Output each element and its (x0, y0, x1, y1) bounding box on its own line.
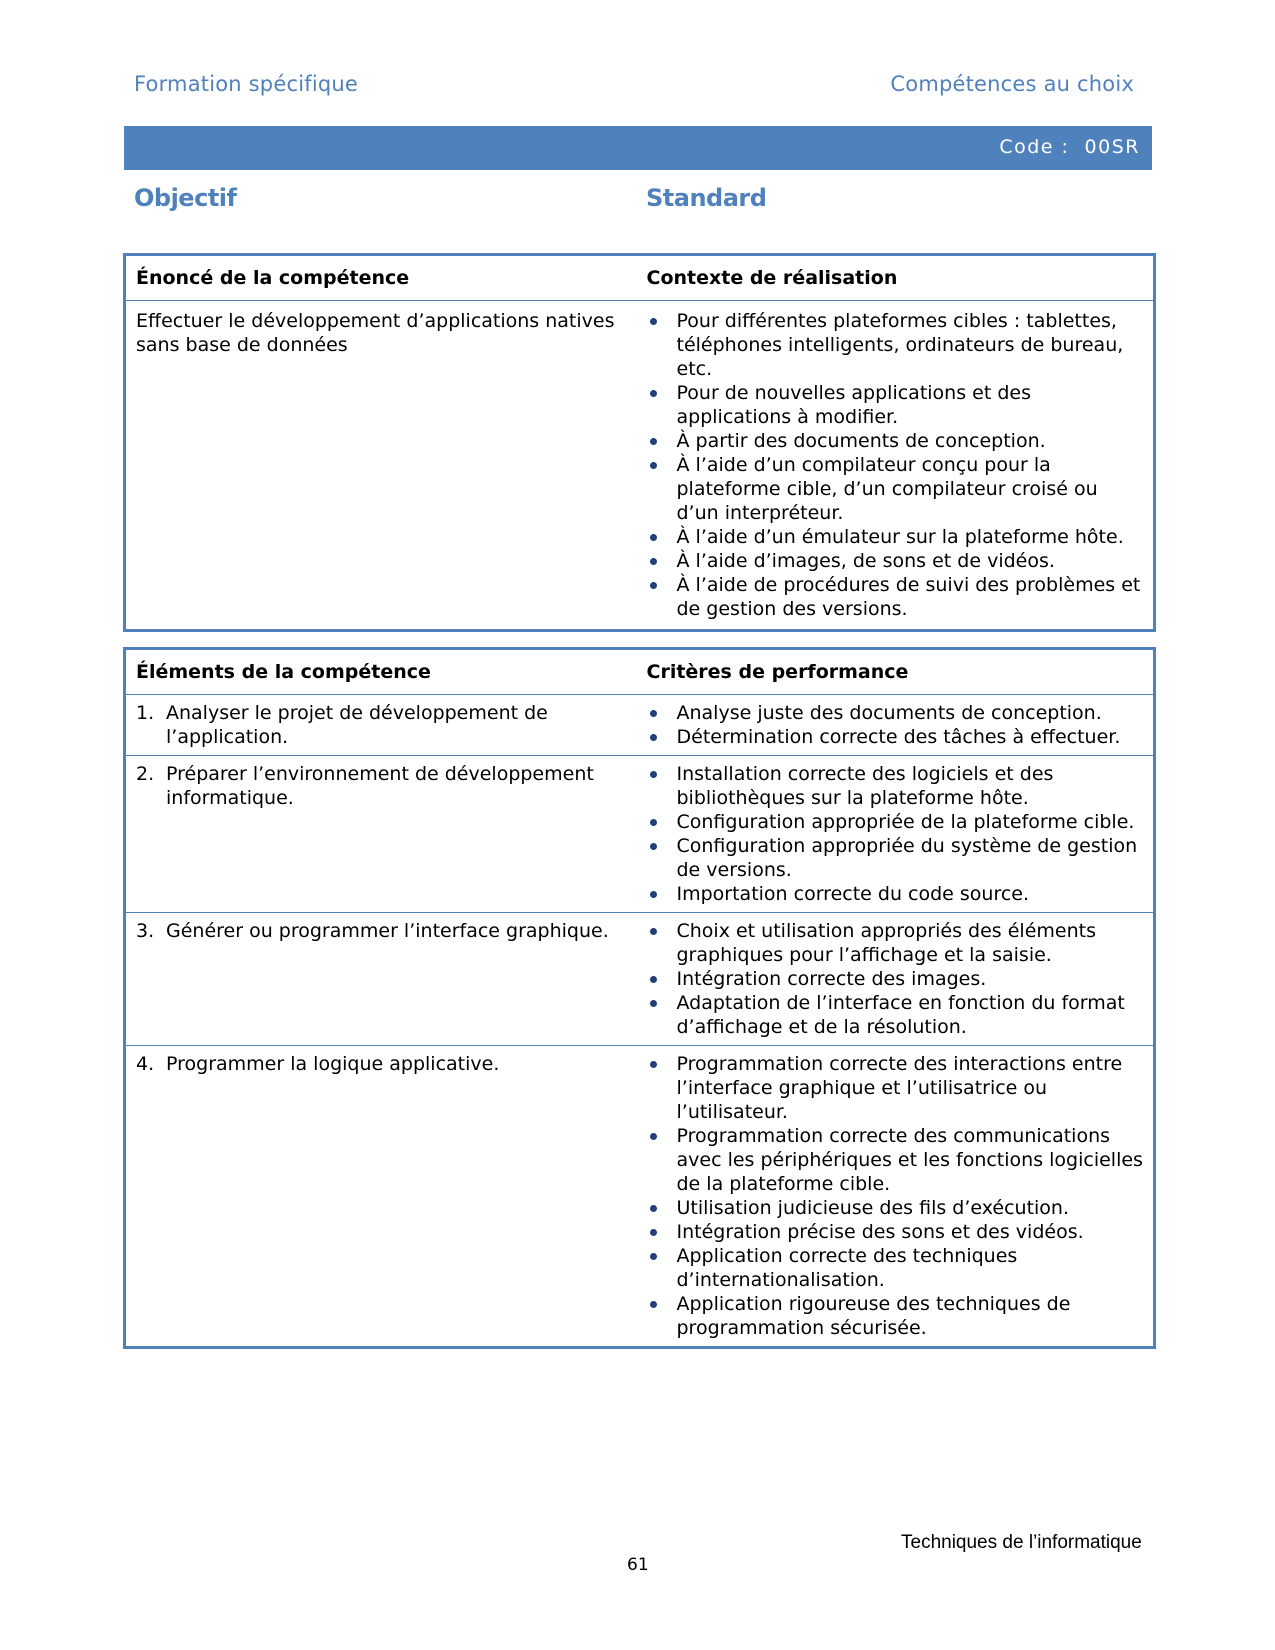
element-number: 4. (136, 1053, 155, 1075)
bullet-icon (650, 734, 657, 741)
bullet-icon (650, 1133, 657, 1140)
bullet-icon (650, 843, 657, 850)
contexte-item-text: Pour de nouvelles applications et des applications à modifier. (676, 382, 1031, 428)
critere-item (647, 725, 1144, 749)
critere-text: Programmation correcte des communications avec les périphériques et les fonctions logicielles de la plateforme cible. (676, 1125, 1143, 1195)
table-row (125, 695, 1155, 756)
bullet-icon (650, 438, 657, 445)
header-left-title: Formation spécifique (134, 72, 359, 96)
critere-text: Intégration précise des sons et des vidéos. (676, 1221, 1084, 1243)
competence-statement-table (123, 253, 1156, 632)
bullet-icon (650, 534, 657, 541)
element-item (136, 701, 627, 749)
critere-text: Configuration appropriée du système de gestion de versions. (676, 835, 1138, 881)
bullet-icon (650, 558, 657, 565)
element-item (136, 919, 627, 943)
bullet-icon (650, 928, 657, 935)
bullet-icon (650, 1061, 657, 1068)
table-row (125, 301, 1155, 631)
header-enonce: Énoncé de la compétence (125, 255, 637, 301)
critere-item (647, 882, 1144, 906)
element-cell (125, 1046, 637, 1348)
critere-item (647, 1196, 1144, 1220)
header-elements: Éléments de la compétence (125, 649, 637, 695)
element-list (136, 762, 627, 810)
contexte-item (647, 525, 1144, 549)
bullet-icon (650, 582, 657, 589)
header-right-title: Compétences au choix (890, 72, 1134, 96)
criteres-list (647, 919, 1144, 1039)
bullet-icon (650, 462, 657, 469)
contexte-item (647, 381, 1144, 429)
element-number: 1. (136, 702, 155, 724)
section-title-standard: Standard (646, 184, 767, 212)
element-text: Programmer la logique applicative. (166, 1053, 500, 1075)
critere-text: Intégration correcte des images. (676, 968, 987, 990)
element-cell (125, 913, 637, 1046)
header-criteres: Critères de performance (637, 649, 1155, 695)
element-cell (125, 756, 637, 913)
page-number: 61 (627, 1555, 649, 1575)
bullet-icon (650, 710, 657, 717)
criteres-list (647, 762, 1144, 906)
critere-item (647, 834, 1144, 882)
critere-text: Importation correcte du code source. (676, 883, 1030, 905)
critere-item (647, 1220, 1144, 1244)
contexte-item-text: À l’aide d’un émulateur sur la plateforme hôte. (676, 526, 1124, 548)
bullet-icon (650, 1253, 657, 1260)
contexte-item-text: À partir des documents de conception. (676, 430, 1046, 452)
competence-elements-table (123, 647, 1156, 1349)
element-list (136, 1052, 627, 1076)
critere-item (647, 991, 1144, 1039)
bullet-icon (650, 390, 657, 397)
element-text: Générer ou programmer l’interface graphique. (166, 920, 609, 942)
element-number: 3. (136, 920, 155, 942)
critere-item (647, 810, 1144, 834)
element-list (136, 701, 627, 749)
critere-text: Utilisation judicieuse des fils d’exécution. (676, 1197, 1070, 1219)
contexte-item-text: Pour différentes plateformes cibles : tablettes, téléphones intelligents, ordinateurs de bureau, etc. (676, 310, 1124, 380)
contexte-item (647, 429, 1144, 453)
table-header-row (125, 255, 1155, 301)
contexte-item (647, 453, 1144, 525)
bullet-icon (650, 1205, 657, 1212)
critere-text: Analyse juste des documents de conception. (676, 702, 1102, 724)
contexte-item-text: À l’aide d’images, de sons et de vidéos. (676, 550, 1055, 572)
critere-item (647, 762, 1144, 810)
bullet-icon (650, 1000, 657, 1007)
footer-program-title: Techniques de l’informatique (901, 1532, 1142, 1553)
critere-item (647, 1124, 1144, 1196)
bullet-icon (650, 771, 657, 778)
criteres-cell (637, 1046, 1155, 1348)
section-title-objectif: Objectif (134, 184, 237, 212)
contexte-cell (637, 301, 1155, 631)
enonce-cell: Effectuer le développement d’applications natives sans base de données (136, 310, 615, 356)
table-row (125, 756, 1155, 913)
table-row (125, 1046, 1155, 1348)
bullet-icon (650, 1229, 657, 1236)
code-text (999, 136, 1140, 158)
bullet-icon (650, 318, 657, 325)
criteres-cell (637, 756, 1155, 913)
table-row (125, 913, 1155, 1046)
element-item (136, 1052, 627, 1076)
element-cell (125, 695, 637, 756)
element-list (136, 919, 627, 943)
bullet-icon (650, 891, 657, 898)
element-number: 2. (136, 763, 155, 785)
critere-item (647, 919, 1144, 967)
critere-text: Choix et utilisation appropriés des éléments graphiques pour l’affichage et la saisie. (676, 920, 1096, 966)
critere-text: Application correcte des techniques d’internationalisation. (676, 1245, 1018, 1291)
bullet-icon (650, 1301, 657, 1308)
table-header-row (125, 649, 1155, 695)
element-text: Préparer l’environnement de développement informatique. (166, 763, 594, 809)
bullet-icon (650, 819, 657, 826)
critere-text: Application rigoureuse des techniques de programmation sécurisée. (676, 1293, 1071, 1339)
critere-item (647, 701, 1144, 725)
contexte-list (647, 309, 1144, 621)
contexte-item-text: À l’aide de procédures de suivi des problèmes et de gestion des versions. (676, 574, 1141, 620)
code-band (124, 126, 1152, 170)
contexte-item (647, 573, 1144, 621)
critere-item (647, 967, 1144, 991)
critere-item (647, 1244, 1144, 1292)
critere-text: Adaptation de l’interface en fonction du format d’affichage et de la résolution. (676, 992, 1125, 1038)
criteres-list (647, 701, 1144, 749)
contexte-item (647, 309, 1144, 381)
criteres-list (647, 1052, 1144, 1340)
code-label: Code : (999, 136, 1070, 158)
element-item (136, 762, 627, 810)
critere-item (647, 1052, 1144, 1124)
critere-text: Détermination correcte des tâches à effectuer. (676, 726, 1121, 748)
contexte-item-text: À l’aide d’un compilateur conçu pour la plateforme cible, d’un compilateur croisé ou d’un interpréteur. (676, 454, 1098, 524)
critere-item (647, 1292, 1144, 1340)
critere-text: Configuration appropriée de la plateforme cible. (676, 811, 1135, 833)
element-text: Analyser le projet de développement de l’application. (166, 702, 548, 748)
critere-text: Installation correcte des logiciels et des bibliothèques sur la plateforme hôte. (676, 763, 1054, 809)
bullet-icon (650, 976, 657, 983)
criteres-cell (637, 913, 1155, 1046)
contexte-item (647, 549, 1144, 573)
critere-text: Programmation correcte des interactions entre l’interface graphique et l’utilisatrice ou l’utilisateur. (676, 1053, 1123, 1123)
header-contexte: Contexte de réalisation (637, 255, 1155, 301)
criteres-cell (637, 695, 1155, 756)
code-value: 00SR (1084, 136, 1140, 158)
